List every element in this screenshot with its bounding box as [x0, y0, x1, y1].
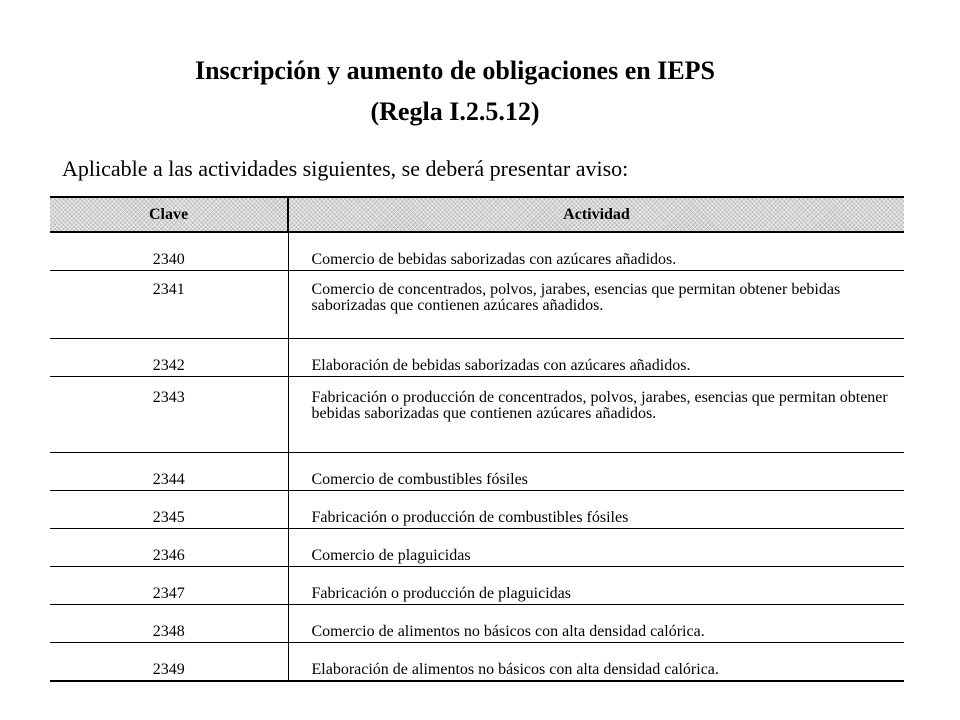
header-actividad: Actividad: [288, 197, 904, 232]
row-actividad: Comercio de alimentos no básicos con alta densidad calórica.: [288, 605, 904, 643]
row-actividad: Fabricación o producción de plaguicidas: [288, 567, 904, 605]
row-actividad: Elaboración de alimentos no básicos con alta densidad calórica.: [288, 643, 904, 682]
row-actividad: Fabricación o producción de concentrados, polvos, jarabes, esencias que permitan obtener bebidas saborizadas que contienen azúcares añadidos.: [288, 377, 904, 453]
row-clave: 2340: [50, 232, 288, 271]
table-row: [50, 529, 904, 567]
row-clave: 2347: [50, 567, 288, 605]
table-row: [50, 232, 904, 271]
page-subtitle: (Regla I.2.5.12): [370, 97, 540, 126]
row-clave: 2341: [50, 271, 288, 339]
row-actividad: Comercio de plaguicidas: [288, 529, 904, 567]
header-clave: Clave: [50, 197, 288, 232]
table-header-row: [50, 197, 904, 232]
table-row: [50, 453, 904, 491]
table-row: [50, 339, 904, 377]
row-clave: 2344: [50, 453, 288, 491]
page-title: Inscripción y aumento de obligaciones en IEPS: [194, 56, 716, 85]
row-clave: 2342: [50, 339, 288, 377]
table-row: [50, 567, 904, 605]
row-clave: 2345: [50, 491, 288, 529]
row-actividad: Comercio de concentrados, polvos, jarabes, esencias que permitan obtener bebidas saborizadas que contienen azúcares añadidos.: [288, 271, 904, 339]
table-row: [50, 605, 904, 643]
row-clave: 2349: [50, 643, 288, 682]
row-actividad: Fabricación o producción de combustibles fósiles: [288, 491, 904, 529]
table-row: [50, 643, 904, 682]
table-row: [50, 491, 904, 529]
intro-text: Aplicable a las actividades siguientes, se deberá presentar aviso:: [62, 156, 629, 181]
activities-table: [50, 196, 904, 682]
table-row: [50, 377, 904, 453]
row-clave: 2343: [50, 377, 288, 453]
row-clave: 2346: [50, 529, 288, 567]
row-actividad: Comercio de bebidas saborizadas con azúcares añadidos.: [288, 232, 904, 271]
row-actividad: Comercio de combustibles fósiles: [288, 453, 904, 491]
row-clave: 2348: [50, 605, 288, 643]
table-row: [50, 271, 904, 339]
row-actividad: Elaboración de bebidas saborizadas con azúcares añadidos.: [288, 339, 904, 377]
